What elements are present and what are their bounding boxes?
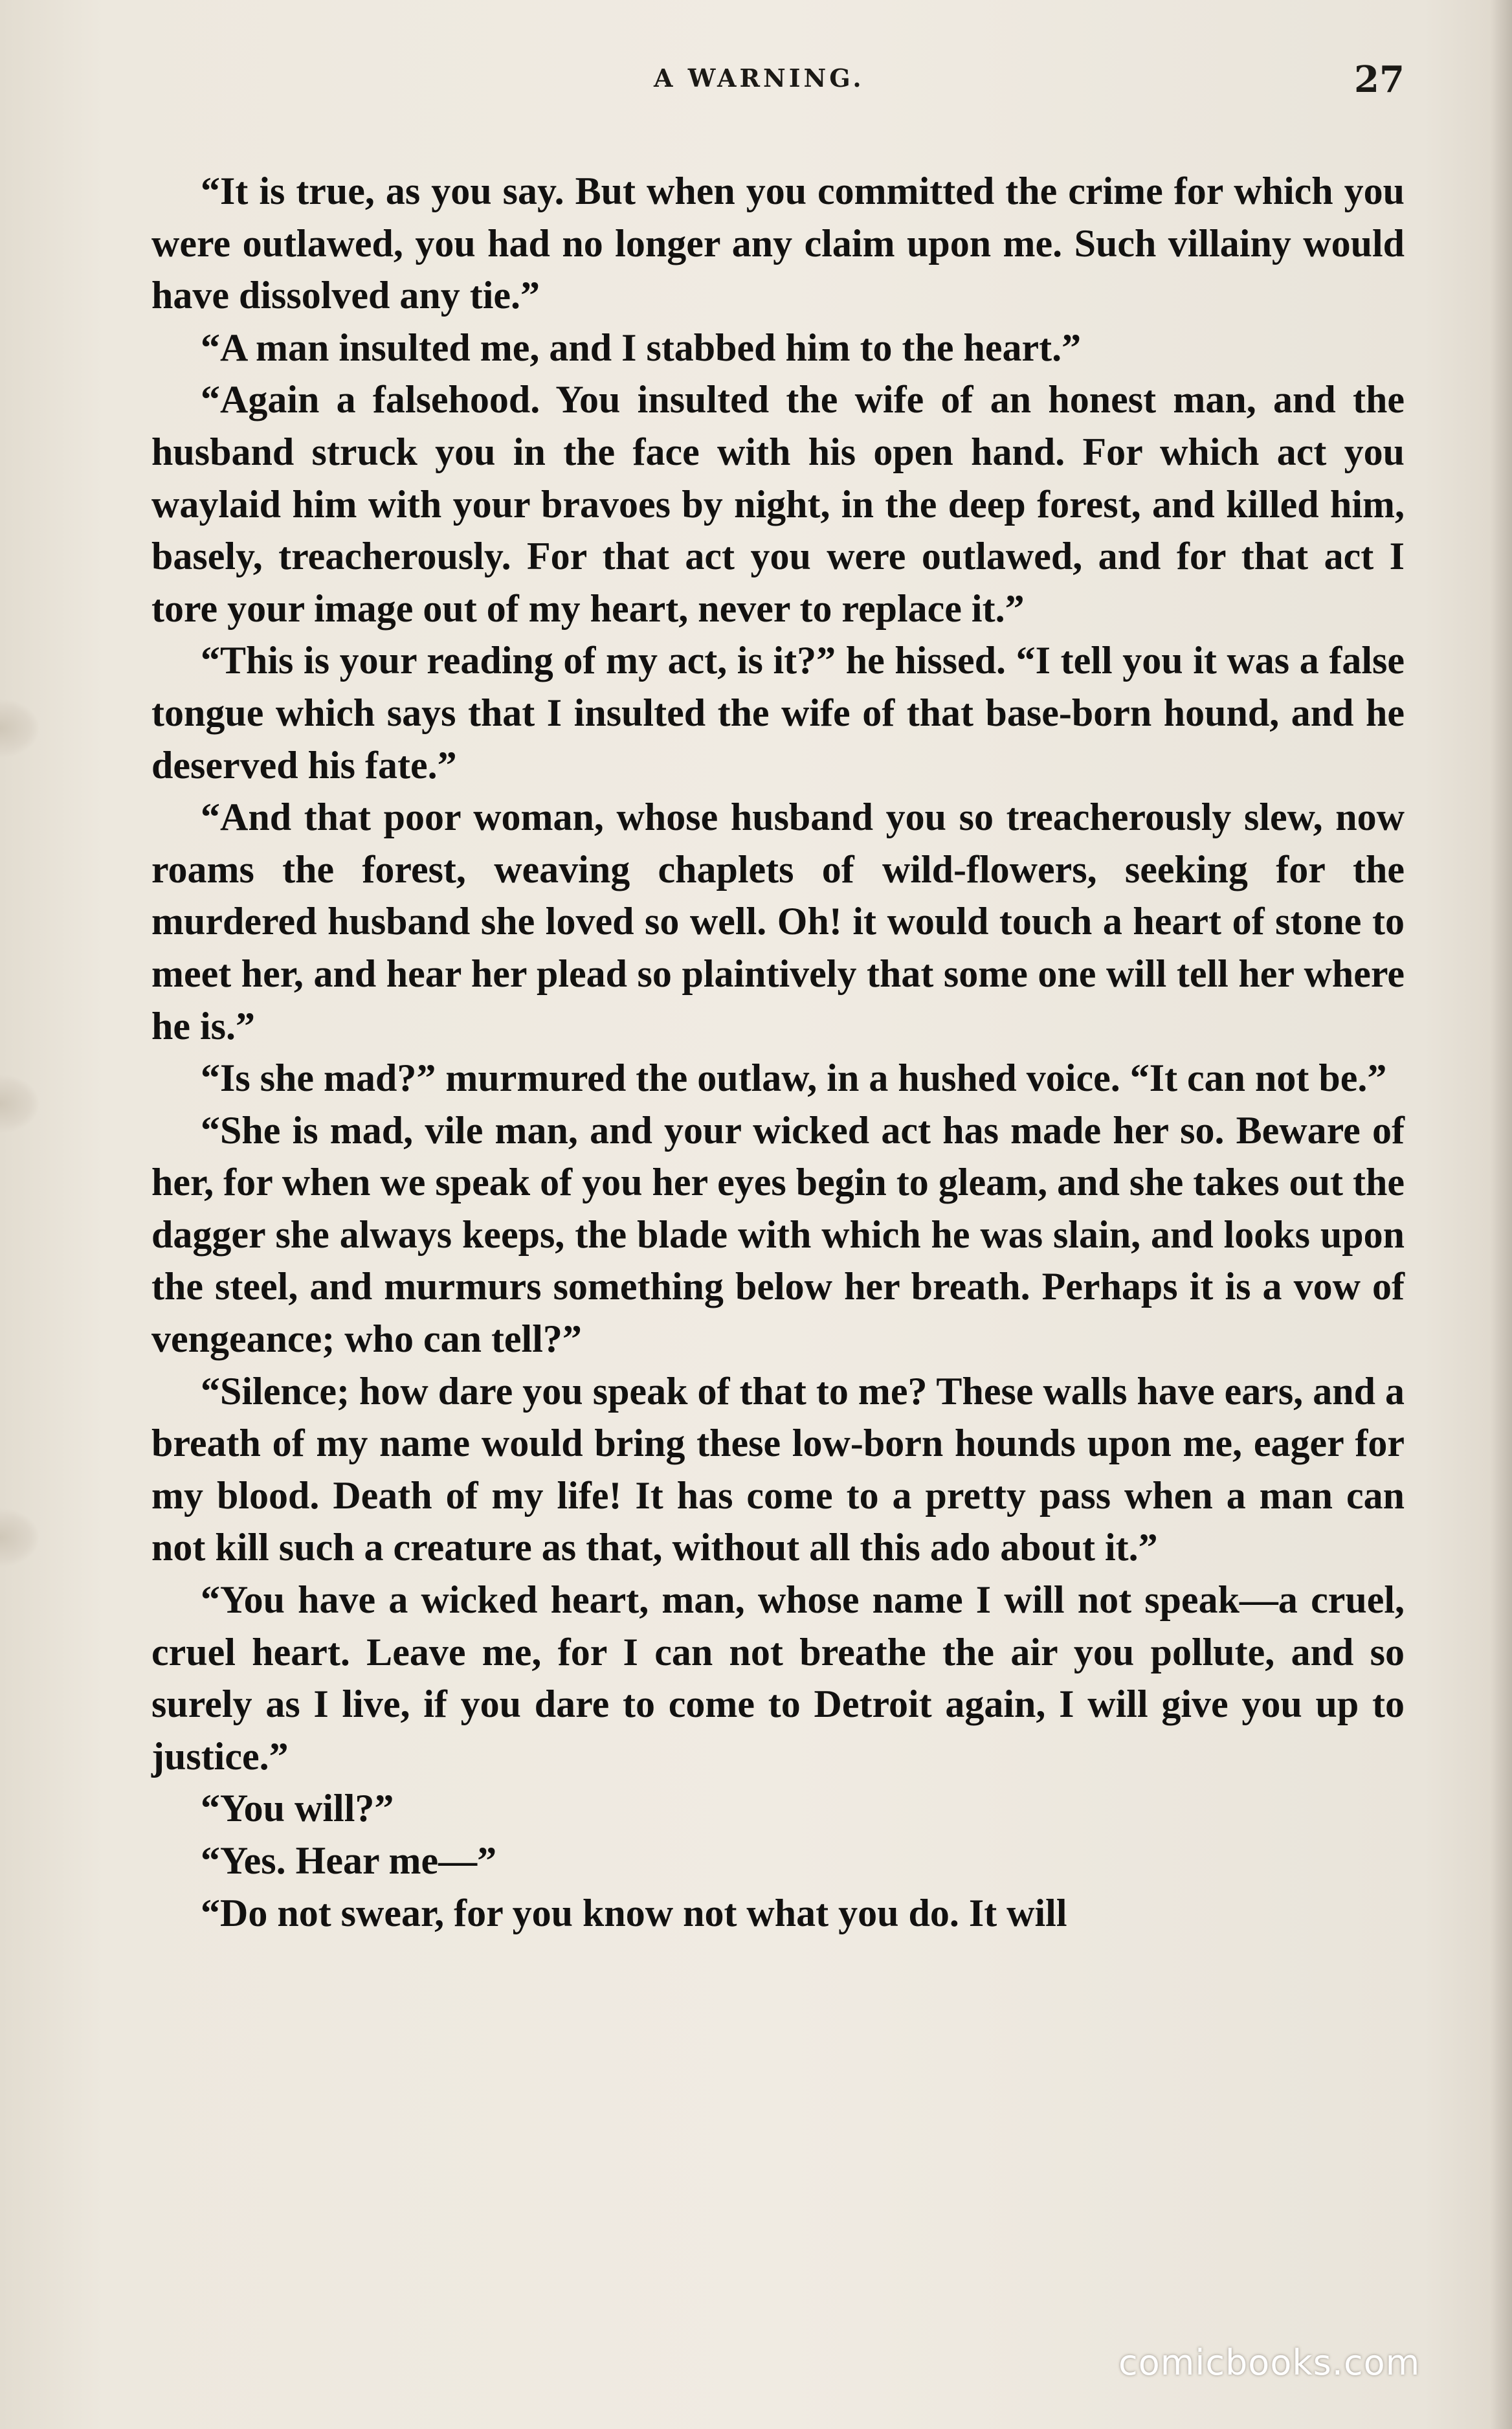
body-text (151, 165, 1405, 1939)
paragraph: “It is true, as you say. But when you committed the crime for which you were outlawed, you had no longer any claim upon me. Such villainy would have dissolved any tie.” (151, 170, 1405, 317)
page-tear-mark (0, 699, 39, 757)
paragraph: “Silence; how dare you speak of that to me? These walls have ears, and a breath of my name would bring these low-born hounds upon me, eager for my blood. Death of my life! It has come to a pretty pass when a man can not kill such a creature as that, without all this ado about it.” (151, 1369, 1405, 1569)
page-header (0, 58, 1512, 104)
paragraph: “This is your reading of my act, is it?” he hissed. “I tell you it was a false tongue which says that I insulted the wife of that base-born hound, and he deserved his fate.” (151, 639, 1405, 787)
page-number: 27 (1354, 58, 1405, 101)
page-edge-shadow (1490, 0, 1512, 2429)
paragraph: “Do not swear, for you know not what you do. It will (201, 1891, 1067, 1934)
page-tear-mark (0, 1075, 39, 1133)
paragraph: “You have a wicked heart, man, whose name I will not speak—a cruel, cruel heart. Leave me, for I can not breathe the air you pollute, and so surely as I live, if you dare to come to Detroit again, I will give you up to justice.” (151, 1578, 1405, 1778)
paragraph: “Again a falsehood. You insulted the wife of an honest man, and the husband struck you in the face with his open hand. For which act you waylaid him with your bravoes by night, in the deep forest, and killed him, basely, treacherously. For that act you were outlawed, and for that act I tore your image out of my heart, never to replace it.” (151, 378, 1405, 630)
page-tear-mark (0, 1508, 39, 1567)
paragraph: “Yes. Hear me—” (201, 1839, 497, 1882)
paragraph: “A man insulted me, and I stabbed him to the heart.” (201, 326, 1082, 369)
paragraph: “And that poor woman, whose husband you so treacherously slew, now roams the forest, weaving chaplets of wild-flowers, seeking for the murdered husband she loved so well. Oh! it would touch a heart of stone to meet her, and hear her plead so plaintively that some one will tell her where he is.” (151, 796, 1405, 1047)
paragraph: “You will?” (201, 1787, 394, 1830)
paragraph: “Is she mad?” murmured the outlaw, in a hushed voice. “It can not be.” (201, 1057, 1387, 1100)
watermark: comicbooks.com (1118, 2342, 1421, 2383)
paragraph: “She is mad, vile man, and your wicked act has made her so. Beware of her, for when we speak of you her eyes begin to gleam, and she takes out the dagger she always keeps, the blade with which he was slain, and looks upon the steel, and murmurs something below her breath. Perhaps it is a vow of vengeance; who can tell?” (151, 1108, 1405, 1361)
running-title: A WARNING. (654, 63, 865, 93)
